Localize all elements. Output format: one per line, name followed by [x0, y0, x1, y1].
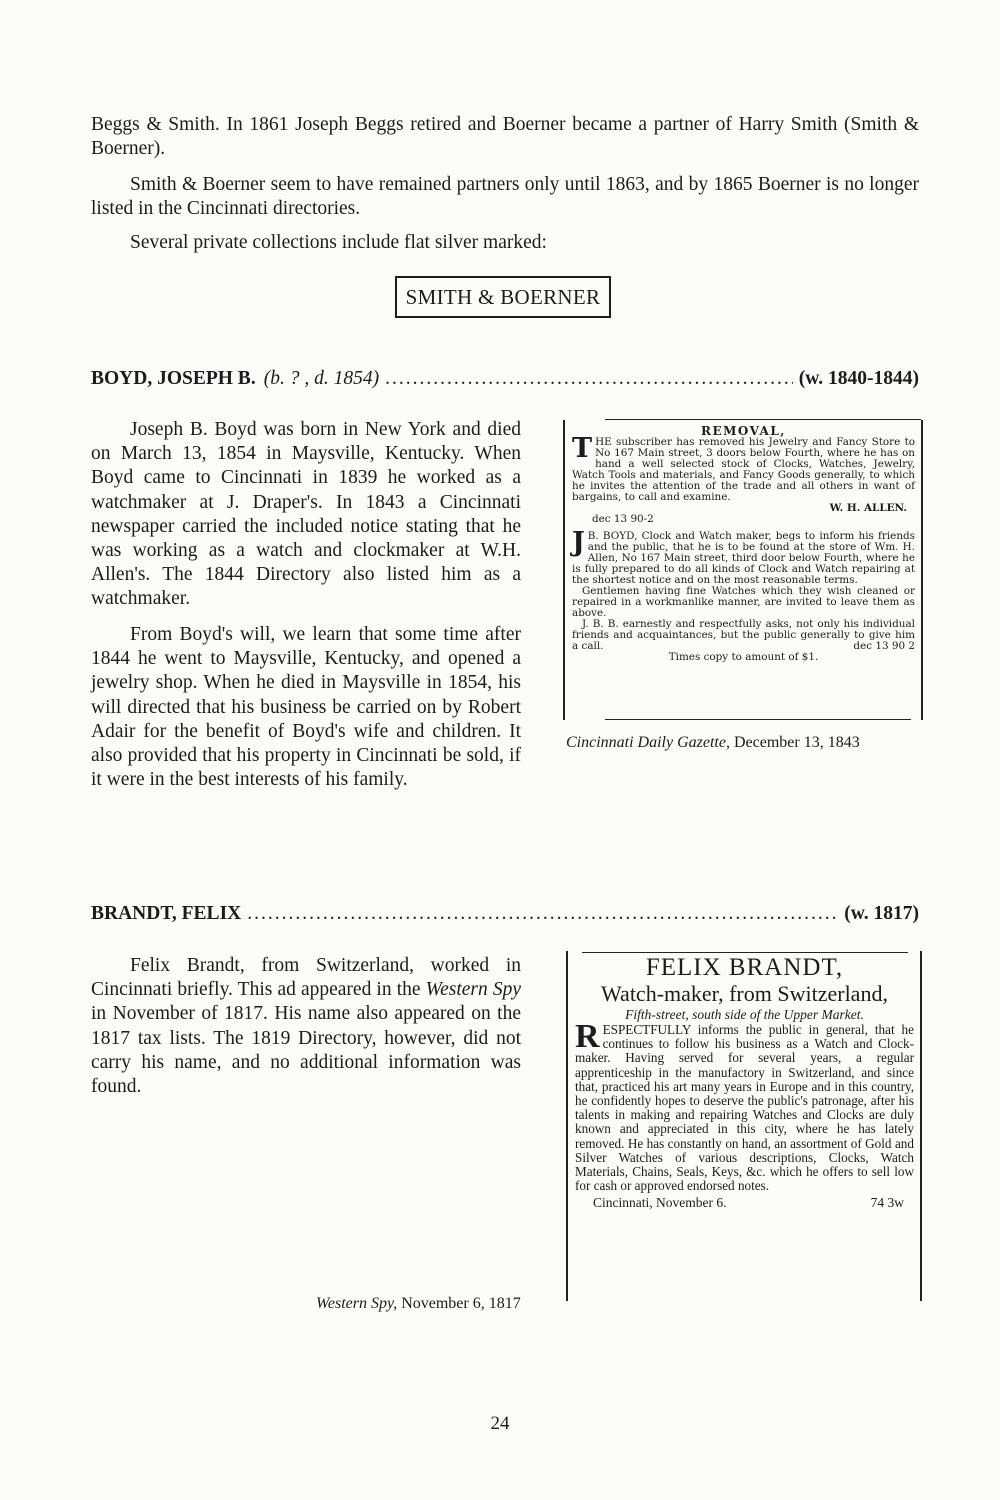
- boyd-notice: J B. BOYD, Clock and Watch maker, begs to inform his friends and the public, that he is to be found at the store of Wm. H. Allen, No 167 Main street, third door below Fourth, where he is fully prepared to do all kinds of Clock and Watch repairing at the shortest notice and on the most reasonable terms.: [572, 527, 915, 586]
- clipping-title: FELIX BRANDT,: [645, 954, 844, 981]
- brandt-name: BRANDT, FELIX: [91, 903, 242, 924]
- boyd-entry-heading: [91, 368, 919, 390]
- brandt-newspaper-clipping: [566, 951, 922, 1301]
- allen-date: dec 13 90-2: [592, 513, 654, 525]
- intro-paragraph-1: Beggs & Smith. In 1861 Joseph Beggs retired and Boerner became a partner of Harry Smith (Smith & Boerner).: [91, 114, 919, 159]
- boyd-paragraph-2: From Boyd's will, we learn that some time after 1844 he went to Maysville, Kentucky, and opened a jewelry shop. When he died in Maysville in 1854, his will directed that his business be carried on by Robert Adair for the benefit of Boyd's wife and children. It also provided that his property in Cincinnati be sold, if it were in the best interests of his family.: [91, 624, 521, 791]
- intro-paragraph-2: Smith & Boerner seem to have remained partners only until 1863, and by 1865 Boerner is no longer listed in the Cincinnati directories.: [91, 174, 919, 219]
- leader-dots: [247, 903, 838, 925]
- leader-dots: [385, 368, 793, 390]
- brandt-working-dates: (w. 1817): [844, 903, 919, 924]
- brandt-clipping-caption: Western Spy, November 6, 1817: [316, 1295, 521, 1312]
- boyd-newspaper-clipping: [563, 420, 923, 720]
- boyd-notice-footer: Times copy to amount of $1.: [668, 651, 819, 663]
- boyd-notice-3: J. B. B. earnestly and respectfully asks, not only his individual friends and acquaintances, but the public generally to give him a call. dec 13 90 2: [572, 618, 915, 652]
- clipping-address: Fifth-street, south side of the Upper Market.: [625, 1007, 864, 1022]
- boyd-notice-2: Gentlemen having fine Watches which they wish cleaned or repaired in a workmanlike manner, are invited to leave them as above.: [572, 585, 915, 619]
- brandt-entry-heading: [91, 903, 919, 925]
- boyd-working-dates: (w. 1840-1844): [798, 368, 919, 389]
- clipping-footer: Cincinnati, November 6. 74 3w: [593, 1195, 904, 1211]
- boyd-name: BOYD, JOSEPH B.: [91, 368, 256, 389]
- clipping-subtitle: Watch-maker, from Switzerland,: [601, 981, 888, 1006]
- allen-notice: THE subscriber has removed his Jewelry and Fancy Store to No 167 Main street, 3 doors below Fourth, where he has on hand a well selected stock of Clocks, Watches, Jewelry, Watch Tools and materials, and Fancy Goods generally, to which he invites the attention of the trade and all others in want of bargains, to call and examine.: [572, 433, 915, 503]
- maker-mark-box: SMITH & BOERNER: [395, 276, 611, 318]
- boyd-life-dates: (b. ? , d. 1854): [263, 368, 380, 389]
- boyd-clipping-caption: Cincinnati Daily Gazette, December 13, 1843: [566, 734, 860, 751]
- intro-paragraph-3: Several private collections include flat silver marked:: [130, 232, 547, 253]
- allen-signature: W. H. ALLEN.: [829, 502, 907, 514]
- clipping-body: RESPECTFULLY informs the public in general, that he continues to follow his business as a Watch and Clock-maker. Having served for several years, a regular apprenticeship in the manufactory in Switzerland, and since that, practiced his art many years in Europe and in this country, he confidently hopes to deserve the public's patronage, after his talents in making and repairing Watches and Clocks are duly known and appreciated in this city, where he has lately removed. He has constantly on hand, an assortment of Gold and Silver Watches of various descriptions, Clocks, Watch Materials, Chains, Seals, Keys, &c. which he offers to sell low for cash or approved endorsed notes.: [575, 1018, 914, 1194]
- page-number: 24: [490, 1413, 510, 1434]
- boyd-paragraph-1: Joseph B. Boyd was born in New York and died on March 13, 1854 in Maysville, Kentucky. When Boyd came to Cincinnati in 1839 he worked as a watchmaker at J. Draper's. In 1843 a Cincinnati newspaper carried the included notice stating that he was working as a watch and clockmaker at W.H. Allen's. The 1844 Directory also listed him as a watchmaker.: [91, 419, 521, 610]
- clipping-heading: REMOVAL,: [701, 424, 786, 438]
- brandt-paragraph: Felix Brandt, from Switzerland, worked in Cincinnati briefly. This ad appeared in the Western Spy in November of 1817. His name also appeared on the 1817 tax lists. The 1819 Directory, however, did not carry his name, and no additional information was found.: [91, 955, 521, 1098]
